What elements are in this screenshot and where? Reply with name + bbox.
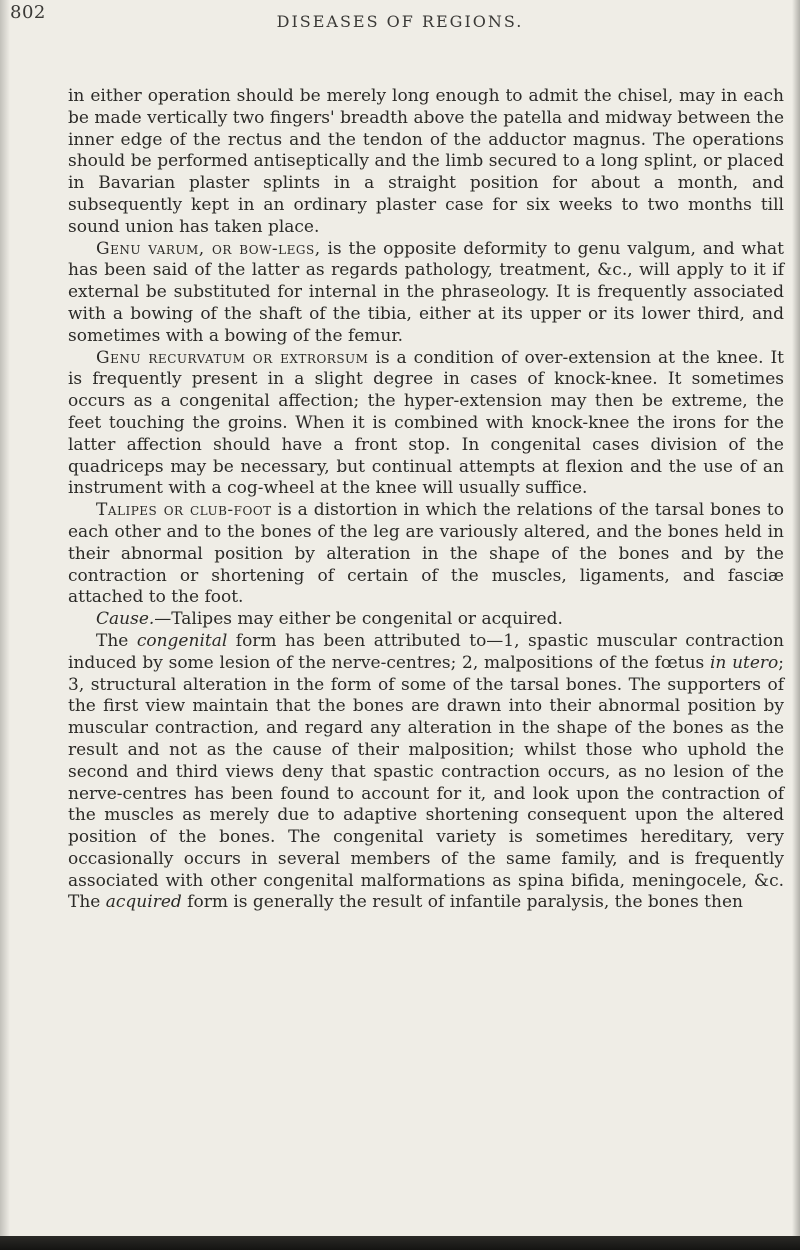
term-talipes: Talipes or club-foot [96,500,272,521]
paragraph-congenital [68,631,784,914]
paragraph-text: is the opposite deformity to genu valgum, and what has been said of the latter as regards pathology, treatment, &c., will apply to it if external be substituted for internal in the phraseology. It is frequently associated with a bowing of the shaft of the tibia, either at its upper or its lower third, and sometimes with a bowing of the femur. [68,238,784,346]
text-run: form has been attributed to—1, spastic muscular contraction induced by some lesion of the nerve-centres; 2, malpositions of the fœtus [68,630,784,673]
text-run: The [96,630,137,651]
paragraph-continuation: in either operation should be merely long enough to admit the chisel, may in each be made vertically two fingers' breadth above the patella and midway between the inner edge of the rectus and the tendon of the adductor magnus. The operations should be performed antiseptically and the limb secured to a long splint, or placed in Bavarian plaster splints in a straight position for about a month, and subsequently kept in an ordinary plaster case for six weeks to two months till sound union has taken place. [68,86,784,237]
paragraph-cause [68,609,784,631]
term-in-utero: in utero [709,652,779,673]
paragraph-genu-recurvatum [68,348,784,501]
page-right-shadow [792,0,800,1250]
term-genu-recurvatum: Genu recurvatum or extrorsum [96,347,369,368]
text-run: ; 3, structural alteration in the form of some of the tarsal bones. The supporters of the first view maintain that the bones are drawn into their abnormal position by muscular contraction, and regard any alteration in the shape of the bones as the result and not as the cause of their malposition; whilst those who uphold the second and third views deny that spastic contraction occurs, as no lesion of the nerve-centres has been found to account for it, and look upon the contraction of the muscles as merely due to adaptive shortening consequent upon the altered position of the bones. The congenital variety is sometimes hereditary, very occasionally occurs in several members of the same family, and is frequently associated with other congenital malformations as spina bifida, meningocele, &c. The [68,652,785,913]
page-number: 802 [10,2,46,23]
paragraph-talipes [68,500,784,609]
text-run: form is generally the result of infantile paralysis, the bones then [181,892,743,913]
term-acquired: acquired [105,892,182,913]
paragraph-text: —Talipes may either be congenital or acquired. [154,609,563,630]
term-cause: Cause. [96,609,155,630]
term-congenital: congenital [136,630,228,651]
body-text [68,86,784,914]
term-genu-varum: Genu varum, or bow-legs, [96,238,321,259]
paragraph-text: is a distortion in which the relations of the tarsal bones to each other and to the bones of the leg are variously altered, and the bones held in their abnormal position by alteration in the shape of the bones and by the contraction or shortening of certain of the muscles, ligaments, and fasciæ attached to the foot. [68,500,785,608]
page-left-shadow [0,0,10,1250]
paragraph-text: is a condition of over-extension at the knee. It is frequently present in a slight degree in cases of knock-knee. It sometimes occurs as a congenital affection; the hyper-extension may then be extreme, the feet touching the groins. When it is combined with knock-knee the irons for the latter affection should have a front stop. In congenital cases division of the quadriceps may be necessary, but continual attempts at flexion and the use of an instrument with a cog-wheel at the knee will usually suffice. [68,347,784,499]
running-head: DISEASES OF REGIONS. [276,12,524,31]
paragraph-genu-varum [68,239,784,348]
page-bottom-edge [0,1236,800,1250]
